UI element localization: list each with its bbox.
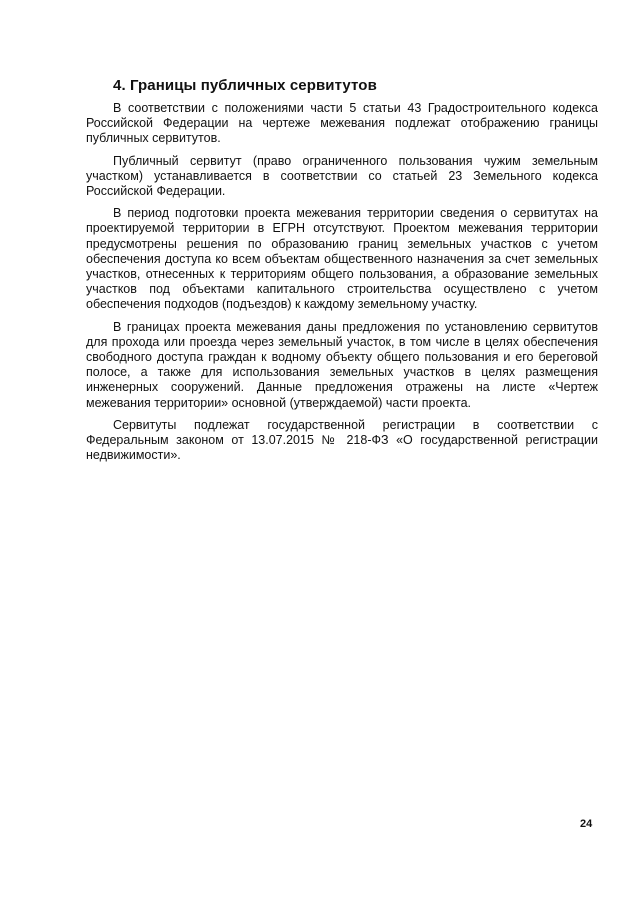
paragraph-3: В период подготовки проекта межевания территории сведения о сервитутах на проектируемой территории в ЕГРН отсутствуют. Проектом межевания территории предусмотрены решения по образованию границ земельных участков с учетом обеспечения доступа ко всем объектам общественного назначения за счет земельных участков, отнесенных к территориям общего пользования, а образование земельных участков под объектами капитального строительства осуществлено с учетом обеспечения подходов (подъездов) к каждому земельному участку. <box>86 206 598 312</box>
section-heading: 4. Границы публичных сервитутов <box>113 77 377 94</box>
paragraph-2: Публичный сервитут (право ограниченного пользования чужим земельным участком) устанавливается в соответствии со статьей 23 Земельного кодекса Российской Федерации. <box>86 153 598 199</box>
page-number: 24 <box>580 818 593 830</box>
paragraph-1: В соответствии с положениями части 5 статьи 43 Градостроительного кодекса Российской Федерации на чертеже межевания подлежат отображению границы публичных сервитутов. <box>86 101 598 146</box>
document-body <box>86 76 598 470</box>
paragraph-4: В границах проекта межевания даны предложения по установлению сервитутов для прохода или проезда через земельный участок, в том числе в целях обеспечения свободного доступа граждан к водному объекту общего пользования и его береговой полосе, а также для использования земельных участков в целях размещения инженерных сооружений. Данные предложения отражены на листе «Чертеж межевания территории» основной (утверждаемой) части проекта. <box>86 319 598 410</box>
paragraph-5: Сервитуты подлежат государственной регистрации в соответствии с Федеральным законом от 13.07.2015 № 218-ФЗ «О государственной регистрации недвижимости». <box>86 417 598 463</box>
